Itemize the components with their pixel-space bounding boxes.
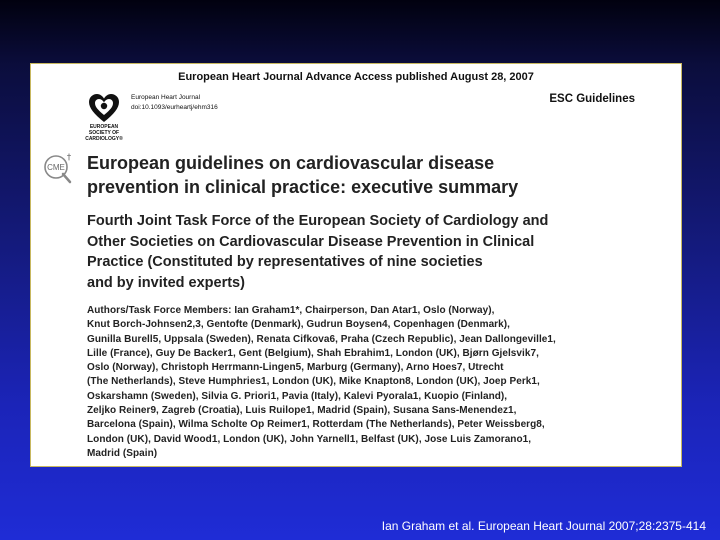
- author-line: Gunilla Burell5, Uppsala (Sweden), Renata Cifkova6, Praha (Czech Republic), Jean Dallongeville1,: [87, 333, 556, 345]
- author-line: London (UK), David Wood1, London (UK), John Yarnell1, Belfast (UK), Jose Luis Zamorano1,: [87, 433, 532, 445]
- publication-header: European Heart Journal Advance Access published August 28, 2007: [178, 71, 534, 83]
- doi: doi:10.1093/eurheartj/ehm316: [131, 104, 218, 111]
- logo-line-3: CARDIOLOGY®: [85, 136, 123, 142]
- subtitle-line: Other Societies on Cardiovascular Disease Prevention in Clinical: [87, 233, 535, 250]
- cme-badge-icon: [43, 152, 77, 186]
- subtitle-line: Fourth Joint Task Force of the European Society of Cardiology and: [87, 213, 549, 229]
- author-line: Oskarshamn (Sweden), Silvia G. Priori1, Pavia (Italy), Kalevi Pyorala1, Kuopio (Finland),: [87, 390, 508, 402]
- article-subtitle: [87, 211, 667, 293]
- logo-line-2: SOCIETY OF: [88, 130, 120, 136]
- document-page-image: [30, 63, 682, 467]
- title-line: European guidelines on cardiovascular disease: [87, 153, 495, 173]
- svg-text:†: †: [66, 153, 72, 163]
- subtitle-line: Practice (Constituted by representatives of nine societies: [87, 254, 483, 270]
- author-line: Zeljko Reiner9, Zagreb (Croatia), Luis Ruilope1, Madrid (Spain), Susana Sans-Menendez1,: [87, 405, 517, 417]
- esc-logo: [83, 92, 125, 142]
- cme-label: CME: [47, 163, 65, 172]
- title-line: prevention in clinical practice: executive summary: [87, 177, 519, 197]
- subtitle-line: and by invited experts): [87, 274, 245, 291]
- author-list: [87, 304, 677, 461]
- article-title: [87, 151, 607, 199]
- author-line: Oslo (Norway), Christoph Herrmann-Lingen5, Marburg (Germany), Arno Hoes7, Utrecht: [87, 362, 504, 374]
- author-line: Knut Borch-Johnsen2,3, Gentofte (Denmark), Gudrun Boysen4, Copenhagen (Denmark),: [87, 319, 510, 331]
- author-line: (The Netherlands), Steve Humphries1, London (UK), Mike Knapton8, London (UK), Joep Perk1,: [87, 376, 540, 388]
- heart-logo-icon: [87, 92, 121, 124]
- author-line: Authors/Task Force Members: Ian Graham1*, Chairperson, Dan Atar1, Oslo (Norway),: [87, 305, 495, 316]
- guidelines-tag: ESC Guidelines: [549, 93, 635, 105]
- author-line: Madrid (Spain): [87, 447, 158, 459]
- author-line: Lille (France), Guy De Backer1, Gent (Belgium), Shah Ebrahim1, London (UK), Bjørn Gjelsvik7,: [87, 347, 539, 359]
- journal-info: [131, 93, 218, 113]
- logo-line-1: EUROPEAN: [89, 124, 119, 130]
- journal-name: European Heart Journal: [131, 94, 201, 101]
- citation: Ian Graham et al. European Heart Journal 2007;28:2375-414: [381, 519, 706, 533]
- author-line: Barcelona (Spain), Wilma Scholte Op Reimer1, Rotterdam (The Netherlands), Peter Weissberg8,: [87, 419, 545, 431]
